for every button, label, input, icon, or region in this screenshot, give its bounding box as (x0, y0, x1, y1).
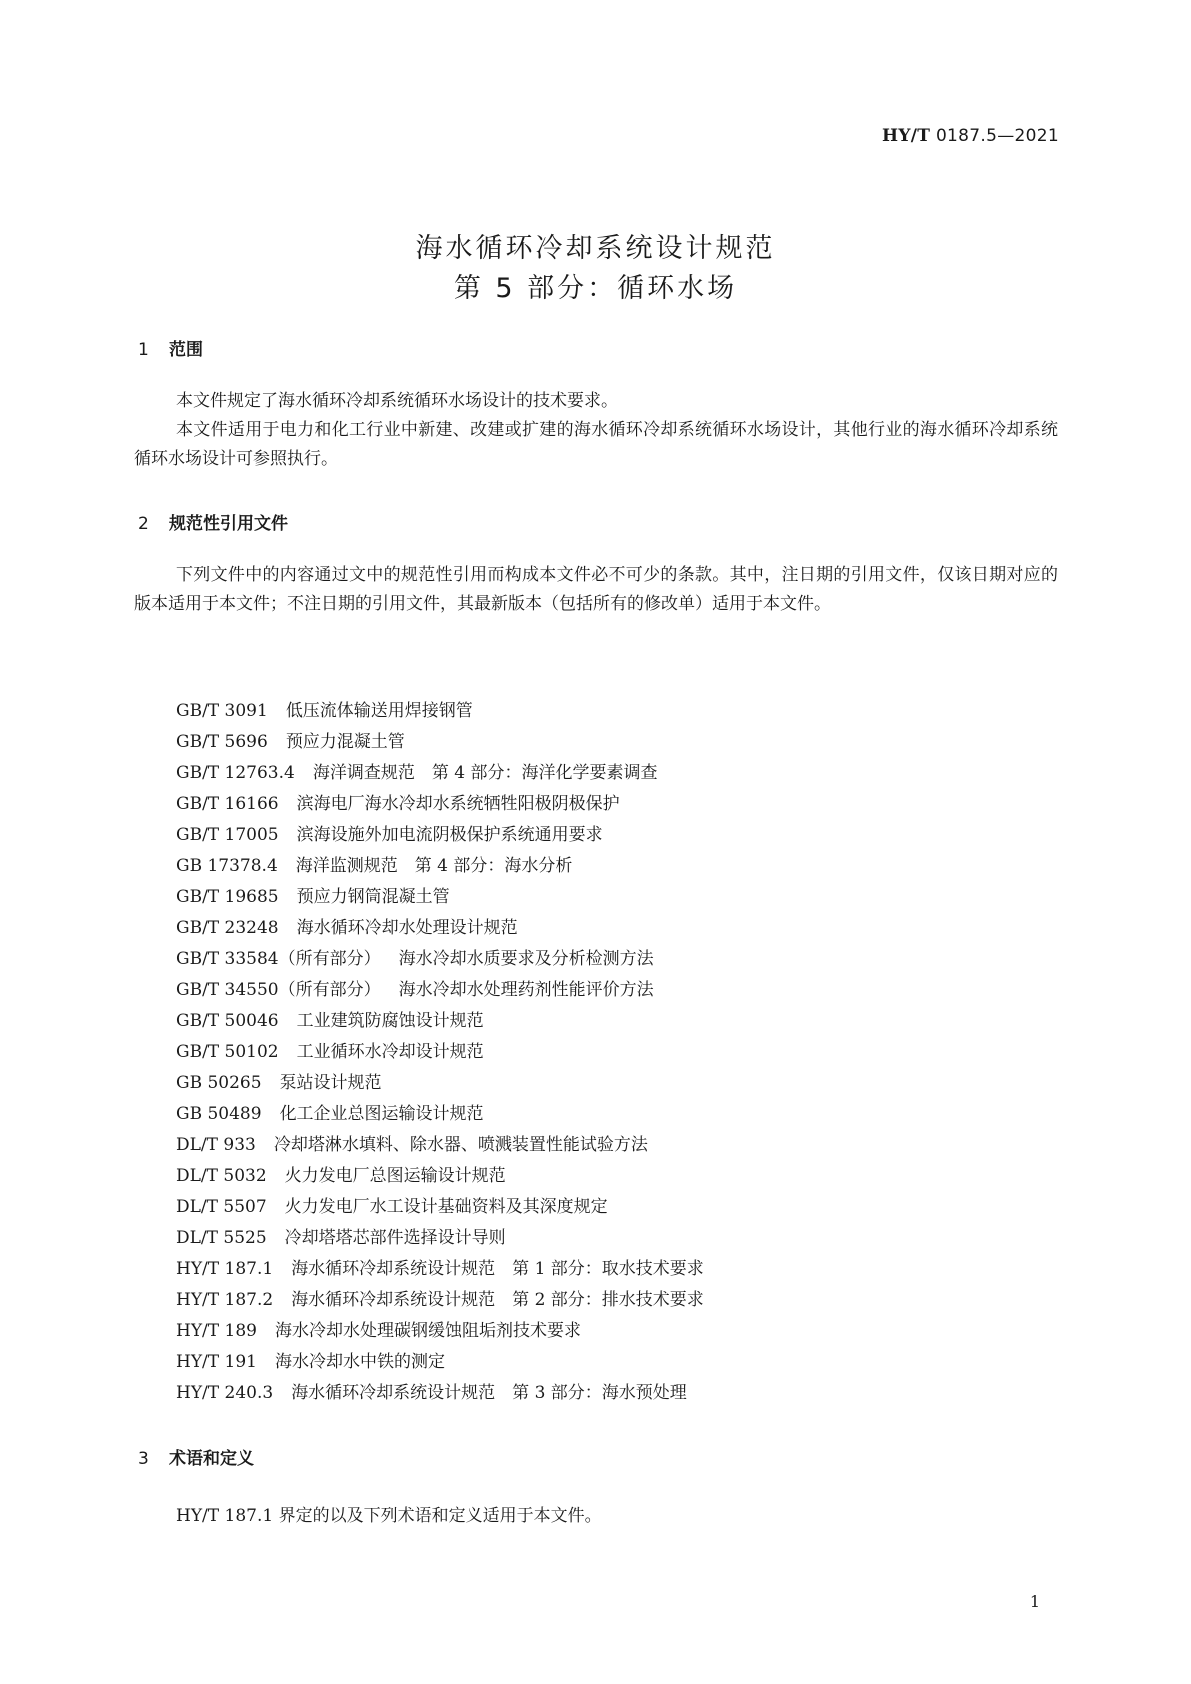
reference-code: GB/T 5696 (176, 732, 268, 752)
scope-paragraph-1: 本文件规定了海水循环冷却系统循环水场设计的技术要求。 (176, 391, 618, 411)
page-number: 1 (1029, 1592, 1040, 1611)
reference-code: GB/T 50102 (176, 1042, 279, 1062)
reference-item (176, 851, 704, 882)
section-number: 3 (138, 1449, 149, 1469)
scope-paragraph-2: 本文件适用于电力和化工行业中新建、改建或扩建的海水循环冷却系统循环水场设计，其他行业的海水循环冷却系统循环水场设计可参照执行。 (134, 420, 1058, 469)
reference-code: GB/T 19685 (176, 887, 279, 907)
standard-code-prefix: HY/T (881, 126, 931, 146)
reference-code: GB/T 34550（所有部分） (176, 980, 381, 1000)
section-2-heading (138, 509, 288, 534)
standard-code (882, 126, 1059, 146)
reference-code: DL/T 933 (176, 1135, 256, 1155)
reference-code: GB/T 23248 (176, 918, 279, 938)
reference-item (176, 1347, 704, 1378)
reference-code: HY/T 240.3 (176, 1383, 274, 1403)
reference-item (176, 1037, 704, 1068)
reference-item (176, 975, 704, 1006)
reference-item (176, 913, 704, 944)
reference-title: 冷却塔塔芯部件选择设计导则 (284, 1228, 506, 1248)
reference-code: HY/T 187.2 (176, 1290, 274, 1310)
reference-item (176, 1099, 704, 1130)
reference-code: DL/T 5032 (176, 1166, 267, 1186)
reference-item (176, 820, 704, 851)
reference-item (176, 1223, 704, 1254)
reference-title: 滨海电厂海水冷却水系统牺牲阳极阴极保护 (296, 794, 620, 814)
reference-item (176, 1006, 704, 1037)
reference-title: 海水循环冷却系统设计规范 第 2 部分：排水技术要求 (291, 1290, 704, 1310)
section-number: 2 (138, 514, 149, 534)
reference-code: GB 17378.4 (176, 856, 278, 876)
reference-title: 海水冷却水处理药剂性能评价方法 (398, 980, 654, 1000)
reference-title: 海洋调查规范 第 4 部分：海洋化学要素调查 (312, 763, 658, 783)
reference-title: 火力发电厂总图运输设计规范 (284, 1166, 506, 1186)
section-1-heading (138, 335, 203, 360)
reference-title: 海水循环冷却系统设计规范 第 1 部分：取水技术要求 (291, 1259, 704, 1279)
section-title: 范围 (169, 340, 203, 360)
reference-code: DL/T 5507 (176, 1197, 267, 1217)
reference-code: GB 50489 (176, 1104, 262, 1124)
reference-code: GB 50265 (176, 1073, 262, 1093)
reference-title: 海洋监测规范 第 4 部分：海水分析 (295, 856, 573, 876)
reference-title: 工业循环水冷却设计规范 (296, 1042, 484, 1062)
reference-title: 化工企业总图运输设计规范 (279, 1104, 484, 1124)
reference-item (176, 1254, 704, 1285)
reference-title: 海水循环冷却系统设计规范 第 3 部分：海水预处理 (291, 1383, 687, 1403)
document-title: 海水循环冷却系统设计规范 (415, 233, 776, 264)
section-3-heading (138, 1444, 254, 1469)
reference-title: 海水冷却水中铁的测定 (274, 1352, 445, 1372)
reference-item (176, 1068, 704, 1099)
reference-title: 冷却塔淋水填料、除水器、喷溅装置性能试验方法 (273, 1135, 648, 1155)
standard-code-number: 0187.5—2021 (935, 126, 1059, 146)
reference-item (176, 1130, 704, 1161)
reference-item (176, 789, 704, 820)
terms-paragraph: HY/T 187.1 界定的以及下列术语和定义适用于本文件。 (176, 1506, 602, 1526)
reference-code: GB/T 17005 (176, 825, 279, 845)
reference-code: GB/T 3091 (176, 701, 268, 721)
reference-item (176, 944, 704, 975)
section-number: 1 (138, 340, 149, 360)
section-title: 术语和定义 (169, 1449, 254, 1469)
reference-item (176, 758, 704, 789)
reference-title: 低压流体输送用焊接钢管 (285, 701, 473, 721)
reference-code: GB/T 33584（所有部分） (176, 949, 381, 969)
reference-title: 海水循环冷却水处理设计规范 (296, 918, 518, 938)
reference-code: GB/T 16166 (176, 794, 279, 814)
reference-item (176, 727, 704, 758)
section-title: 规范性引用文件 (169, 514, 288, 534)
reference-item (176, 1378, 704, 1409)
normative-references-paragraph: 下列文件中的内容通过文中的规范性引用而构成本文件必不可少的条款。其中，注日期的引用文件，仅该日期对应的版本适用于本文件；不注日期的引用文件，其最新版本（包括所有的修改单）适用于本文件。 (134, 565, 1058, 614)
reference-title: 工业建筑防腐蚀设计规范 (296, 1011, 484, 1031)
reference-title: 预应力钢筒混凝土管 (296, 887, 450, 907)
reference-item (176, 1161, 704, 1192)
reference-code: GB/T 50046 (176, 1011, 279, 1031)
reference-item (176, 1192, 704, 1223)
reference-title: 滨海设施外加电流阴极保护系统通用要求 (296, 825, 603, 845)
reference-code: DL/T 5525 (176, 1228, 267, 1248)
reference-title: 泵站设计规范 (279, 1073, 382, 1093)
reference-code: GB/T 12763.4 (176, 763, 295, 783)
reference-item (176, 1285, 704, 1316)
reference-code: HY/T 189 (176, 1321, 257, 1341)
reference-item (176, 1316, 704, 1347)
reference-title: 海水冷却水处理碳钢缓蚀阻垢剂技术要求 (274, 1321, 581, 1341)
reference-list (176, 696, 704, 1409)
reference-item (176, 696, 704, 727)
reference-title: 海水冷却水质要求及分析检测方法 (398, 949, 654, 969)
reference-title: 火力发电厂水工设计基础资料及其深度规定 (284, 1197, 608, 1217)
document-subtitle: 第 5 部分：循环水场 (453, 273, 738, 304)
reference-item (176, 882, 704, 913)
reference-code: HY/T 187.1 (176, 1259, 274, 1279)
reference-code: HY/T 191 (176, 1352, 257, 1372)
reference-title: 预应力混凝土管 (285, 732, 405, 752)
